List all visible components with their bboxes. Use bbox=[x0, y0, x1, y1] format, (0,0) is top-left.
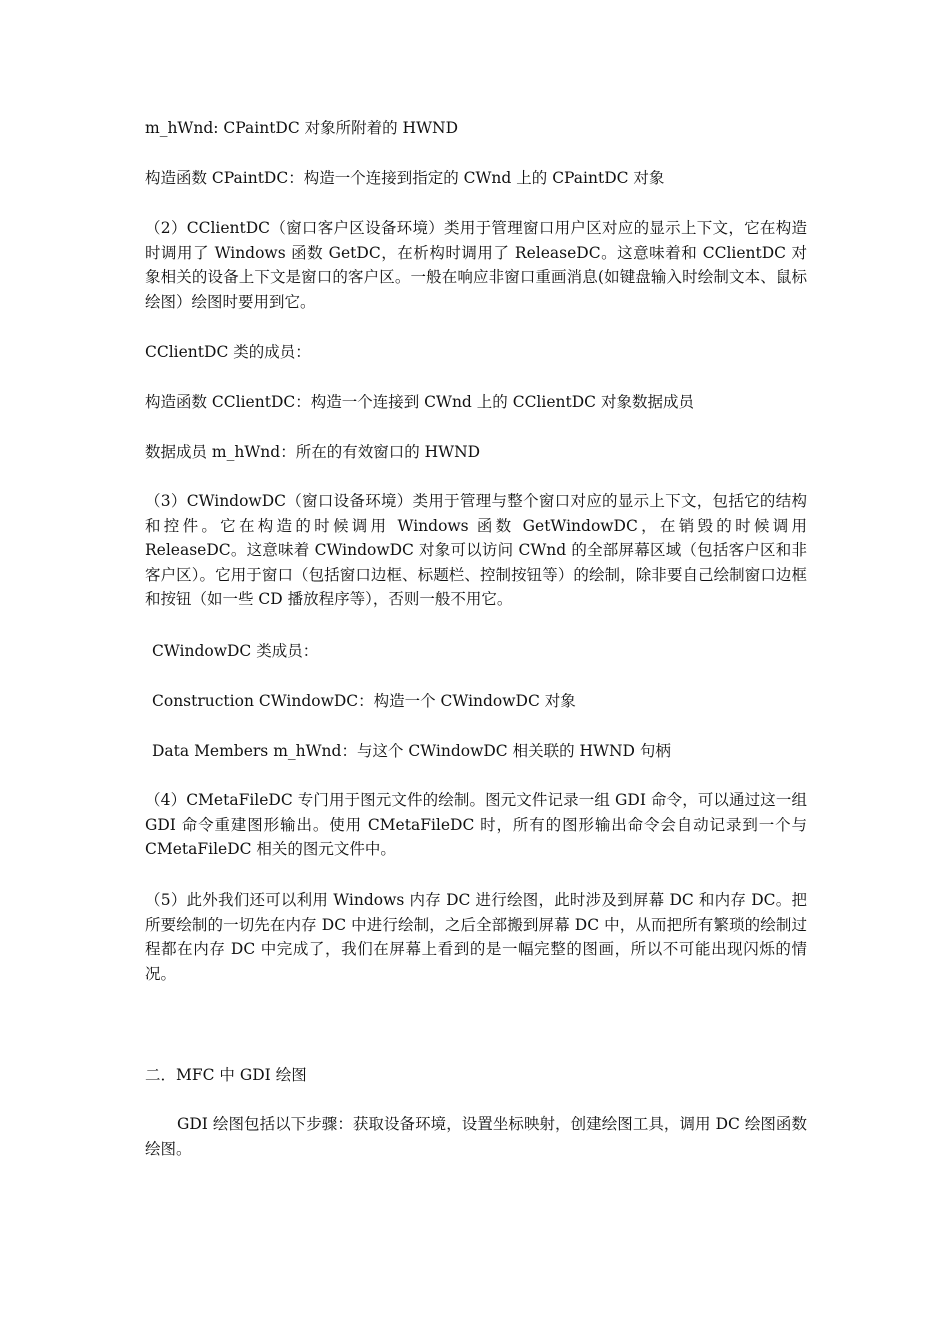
paragraph-cpaintdc-constructor: 构造函数 CPaintDC：构造一个连接到指定的 CWnd 上的 CPaintDC 对象 bbox=[145, 169, 665, 187]
paragraph-cwindowdc-description: （3）CWindowDC（窗口设备环境）类用于管理与整个窗口对应的显示上下文，包括它的结构和控件。它在构造的时候调用 Windows 函数 GetWindowDC，在销毁的时候调用 ReleaseDC。这意味着 CWindowDC 对象可以访问 CWnd 的全部屏幕区域（包括客户区和非客户区）。它用于窗口（包括窗口边框、标题栏、控制按钮等）的绘制，除非要自己绘制窗口边框和按钮（如一些 CD 播放程序等），否则一般不用它。 bbox=[145, 492, 807, 608]
paragraph-memory-dc-description: （5）此外我们还可以利用 Windows 内存 DC 进行绘图，此时涉及到屏幕 DC 和内存 DC。把所要绘制的一切先在内存 DC 中进行绘制，之后全部搬到屏幕 DC 中，从而把所有繁琐的绘制过程都在内存 DC 中完成了，我们在屏幕上看到的是一幅完整的图画，所以不可能出现闪烁的情况。 bbox=[145, 891, 807, 983]
paragraph-cpaintdc-hwnd: m_hWnd: CPaintDC 对象所附着的 HWND bbox=[145, 119, 458, 137]
paragraph-cwindowdc-members-heading: CWindowDC 类成员： bbox=[152, 642, 319, 660]
paragraph-cclientdc-members-heading: CClientDC 类的成员： bbox=[145, 343, 311, 361]
paragraph-cwindowdc-construction: Construction CWindowDC：构造一个 CWindowDC 对象 bbox=[152, 692, 576, 710]
paragraph-cclientdc-description: （2）CClientDC（窗口客户区设备环境）类用于管理窗口用户区对应的显示上下文，它在构造时调用了 Windows 函数 GetDC，在析构时调用了 ReleaseDC。这意味着和 CClientDC 对象相关的设备上下文是窗口的客户区。一般在响应非窗口重画消息(如键盘输入时绘制文本、鼠标绘图）绘图时要用到它。 bbox=[145, 219, 807, 311]
paragraph-cclientdc-constructor: 构造函数 CClientDC：构造一个连接到 CWnd 上的 CClientDC 对象数据成员 bbox=[145, 393, 694, 411]
paragraph-gdi-steps: GDI 绘图包括以下步骤：获取设备环境，设置坐标映射，创建绘图工具，调用 DC 绘图函数绘图。 bbox=[145, 1115, 807, 1158]
paragraph-cmetafiledc-description: （4）CMetaFileDC 专门用于图元文件的绘制。图元文件记录一组 GDI 命令，可以通过这一组 GDI 命令重建图形输出。使用 CMetaFileDC 时，所有的图形输出命令会自动记录到一个与 CMetaFileDC 相关的图元文件中。 bbox=[145, 791, 807, 858]
paragraph-cwindowdc-data-members: Data Members m_hWnd：与这个 CWindowDC 相关联的 HWND 句柄 bbox=[152, 742, 671, 760]
section-heading-mfc-gdi: 二．MFC 中 GDI 绘图 bbox=[145, 1066, 307, 1084]
paragraph-cclientdc-hwnd: 数据成员 m_hWnd：所在的有效窗口的 HWND bbox=[145, 443, 481, 461]
